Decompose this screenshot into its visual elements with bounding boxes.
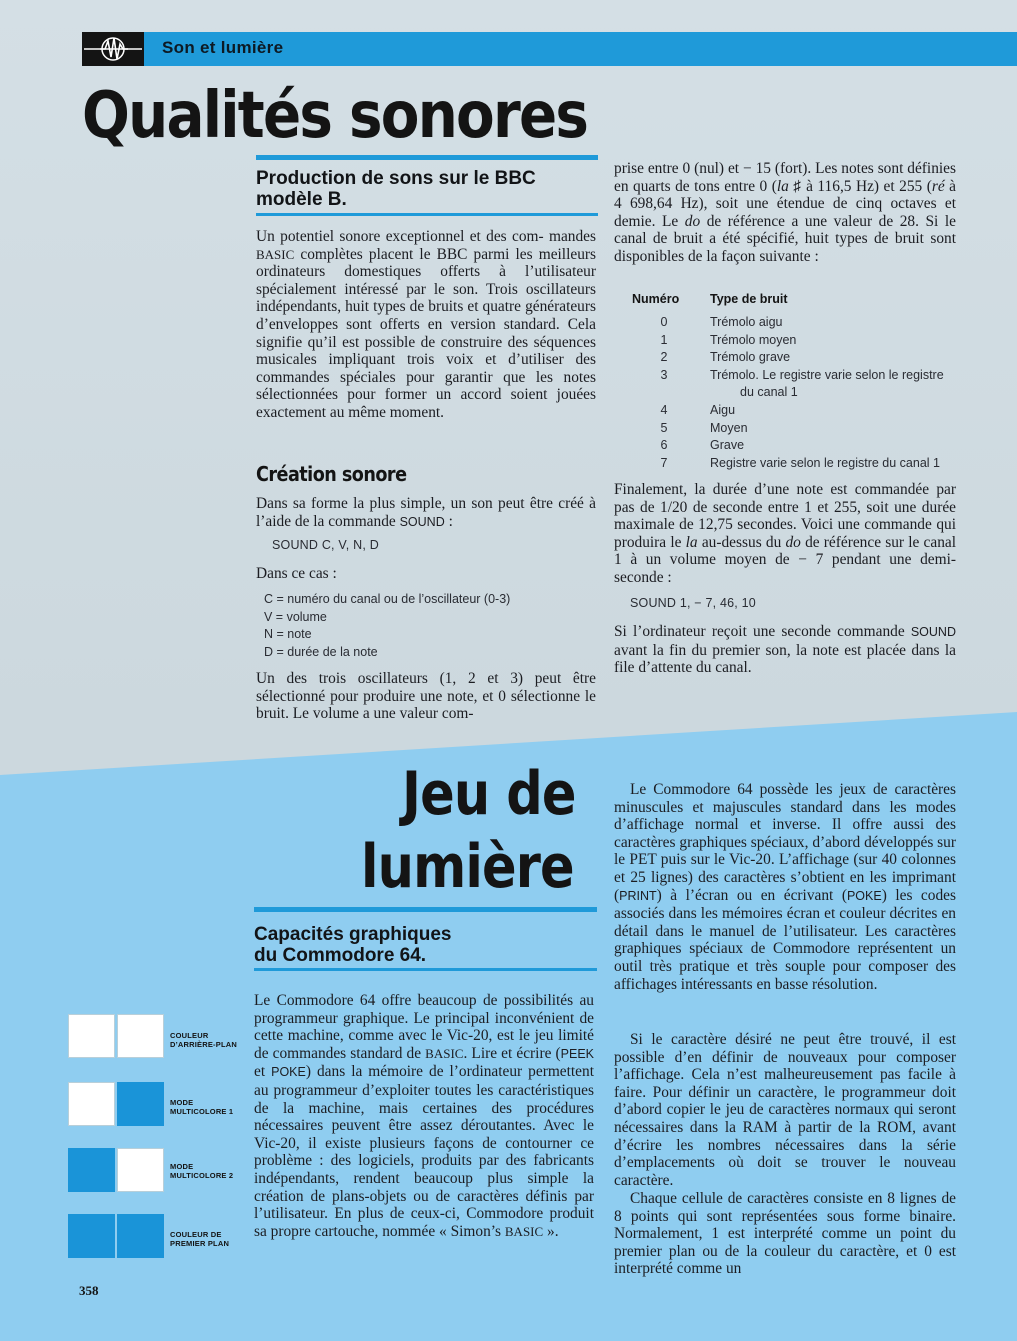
article2-title-line2: lumière	[361, 832, 574, 902]
code-sound-example: SOUND 1, − 7, 46, 10	[630, 596, 756, 610]
parameter-definitions	[264, 591, 510, 661]
intro-paragraph: Un potentiel sonore exceptionnel et des com- mandes BASIC complètes placent le BBC parmi les meilleurs ordinateurs domestiques offerts à l’utilisateur spécialement intéressé par le son. Trois oscillateurs indépendants, huit types de bruits et quatre générateurs d’enveloppes sont offerts en version standard. Cela signifie qu’il est possible de construire des séquences musicales impliquant trois voix et d’utiliser des commandes spéciales pour garantir que les notes sélectionnées pour former un accord soient jouées exactement au même moment.	[256, 228, 596, 421]
article2-title-line1: Jeu de	[402, 759, 576, 829]
subtitle-rule	[256, 213, 598, 216]
paragraph-queue: Si l’ordinateur reçoit une seconde commande SOUND avant la fin du premier son, la note est placée dans la file d’attente du canal.	[614, 623, 956, 677]
article2-subtitle-rule	[254, 968, 597, 971]
dans-ce-cas: Dans ce cas :	[256, 565, 337, 582]
swatch-right	[117, 1014, 164, 1058]
swatch-left	[68, 1214, 115, 1258]
paragraph-oscillators: Un des trois oscillateurs (1, 2 et 3) peut être sélectionné pour produire une note, et 0 sélectionne le bruit. Le volume a une valeur com-	[256, 670, 596, 723]
swatch-label: MODE MULTICOLORE 1	[170, 1098, 234, 1116]
swatch-label: MODE MULTICOLORE 2	[170, 1162, 234, 1180]
paragraph-sound-command: Dans sa forme la plus simple, un son peut être créé à l’aide de la commande SOUND :	[256, 495, 596, 530]
table-header-type: Type de bruit	[710, 292, 788, 306]
definition-item: V = volume	[264, 609, 327, 624]
sound-wave-icon	[82, 32, 144, 66]
swatch-left	[68, 1082, 115, 1126]
section-label: Son et lumière	[162, 38, 284, 57]
article2-subtitle: Capacités graphiques du Commodore 64.	[254, 924, 452, 966]
title-rule	[256, 155, 598, 160]
swatch-left	[68, 1148, 115, 1192]
swatch-left	[68, 1014, 115, 1058]
article2-col2-paragraph3: Chaque cellule de caractères consiste en 8 lignes de 8 points qui sont représentées sous forme binaire. Normalement, 1 est interprété comme un point du premier plan ou de la couleur du caractère, et 0 est interprété comme un	[614, 1190, 956, 1278]
swatch-background-color	[68, 1014, 166, 1058]
paragraph-duration: Finalement, la durée d’une note est commandée par pas de 1/20 de seconde entre 1 et 255, soit une durée maximale de 12,75 secondes. Voici une commande qui produira le la au-dessus du do de référence sur le canal 1 à un volume moyen de − 7 pendant une demi-seconde :	[614, 481, 957, 586]
swatch-label: COULEUR D’ARRIÈRE-PLAN	[170, 1031, 237, 1049]
article-title: Qualités sonores	[82, 79, 588, 153]
section-heading: Création sonore	[256, 462, 407, 486]
noise-table: 0 Trémolo aigu 1 Trémolo moyen 2 Trémolo grave 3 Trémolo. Le registre varie selon le registre du canal 1 4 Aigu 5 Moyen 6 Grave 7 Registre varie selon le registre du canal 1	[660, 315, 944, 470]
paragraph-volume-notes: prise entre 0 (nul) et − 15 (fort). Les notes sont définies en quarts de tons entre 0 (la ♯ à 116,5 Hz) et 255 (ré à 4 698,64 Hz), soit une étendue de cinq octaves et demie. Le do de référence a une valeur de 28. Si le canal de bruit a été spécifié, huit types de bruit sont disponibles de la façon suivante :	[614, 160, 956, 265]
definition-item: N = note	[264, 627, 312, 642]
article2-col2-paragraph1: Le Commodore 64 possède les jeux de caractères minuscules et majuscules standard dans les modes d’affichage normal et inverse. Il offre aussi des caractères graphiques spéciaux, d’abord développés sur le PET puis sur le Vic-20. L’affichage (sur 40 colonnes et 25 lignes) des caractères s’obtient en les imprimant (PRINT) à l’écran ou en écrivant (POKE) les codes associés dans les mémoires écran et couleur décrites en détail dans le manuel de l’utilisateur. Les caractères graphiques spéciaux de Commodore représentent un outil très pratique et très souple pour composer des affichages intéressants en basse résolution.	[614, 781, 956, 993]
swatch-right	[117, 1214, 164, 1258]
swatch-right	[117, 1082, 164, 1126]
definition-item: C = numéro du canal ou de l’oscillateur (0-3)	[264, 592, 511, 606]
article2-title-rule	[254, 907, 597, 912]
swatch-multicolor-1	[68, 1082, 166, 1126]
page-number: 358	[79, 1283, 99, 1298]
swatch-label: COULEUR DE PREMIER PLAN	[170, 1230, 230, 1248]
article-subtitle: Production de sons sur le BBC modèle B.	[256, 168, 536, 210]
code-sound-syntax: SOUND C, V, N, D	[272, 538, 379, 552]
definition-item: D = durée de la note	[264, 644, 378, 659]
article2-col2-paragraph2: Si le caractère désiré ne peut être trouvé, il est possible d’en définir de nouveaux pour composer l’affichage. Cela n’est malheureusement pas facile à faire. Pour définir un caractère, le programmeur doit d’abord copier le jeu de caractères normaux qui seront nécessaires dans la RAM à partir de la ROM, avant d’écrire les nombres nécessaires dans la série d’emplacements où doit se trouver le nouveau caractère.	[614, 1031, 956, 1189]
swatch-right	[117, 1148, 164, 1192]
table-header-number: Numéro	[632, 292, 680, 306]
swatch-foreground-color	[68, 1214, 166, 1258]
swatch-multicolor-2	[68, 1148, 166, 1192]
article2-paragraph1: Le Commodore 64 offre beaucoup de possibilités au programmeur graphique. Le principal inconvénient de cette machine, comme avec le Vic-20, est le jeu limité de commandes standard de BASIC. Lire et écrire (PEEK et POKE) dans la mémoire de l’ordinateur permettent au programmeur d’exploiter toutes les caractéristiques de la machine, mais certaines des procédures nécessaires peuvent être assez déroutantes. Avec le Vic-20, il existe plusieurs façons de contourner ce problème : des logiciels, produits par des fabricants indépendants, rendent beaucoup plus simple la création de plans-objets ou de caractères définis par l’utilisateur. En plus de ceux-ci, Commodore produit sa propre cartouche, nommée « Simon’s BASIC ».	[254, 992, 594, 1240]
